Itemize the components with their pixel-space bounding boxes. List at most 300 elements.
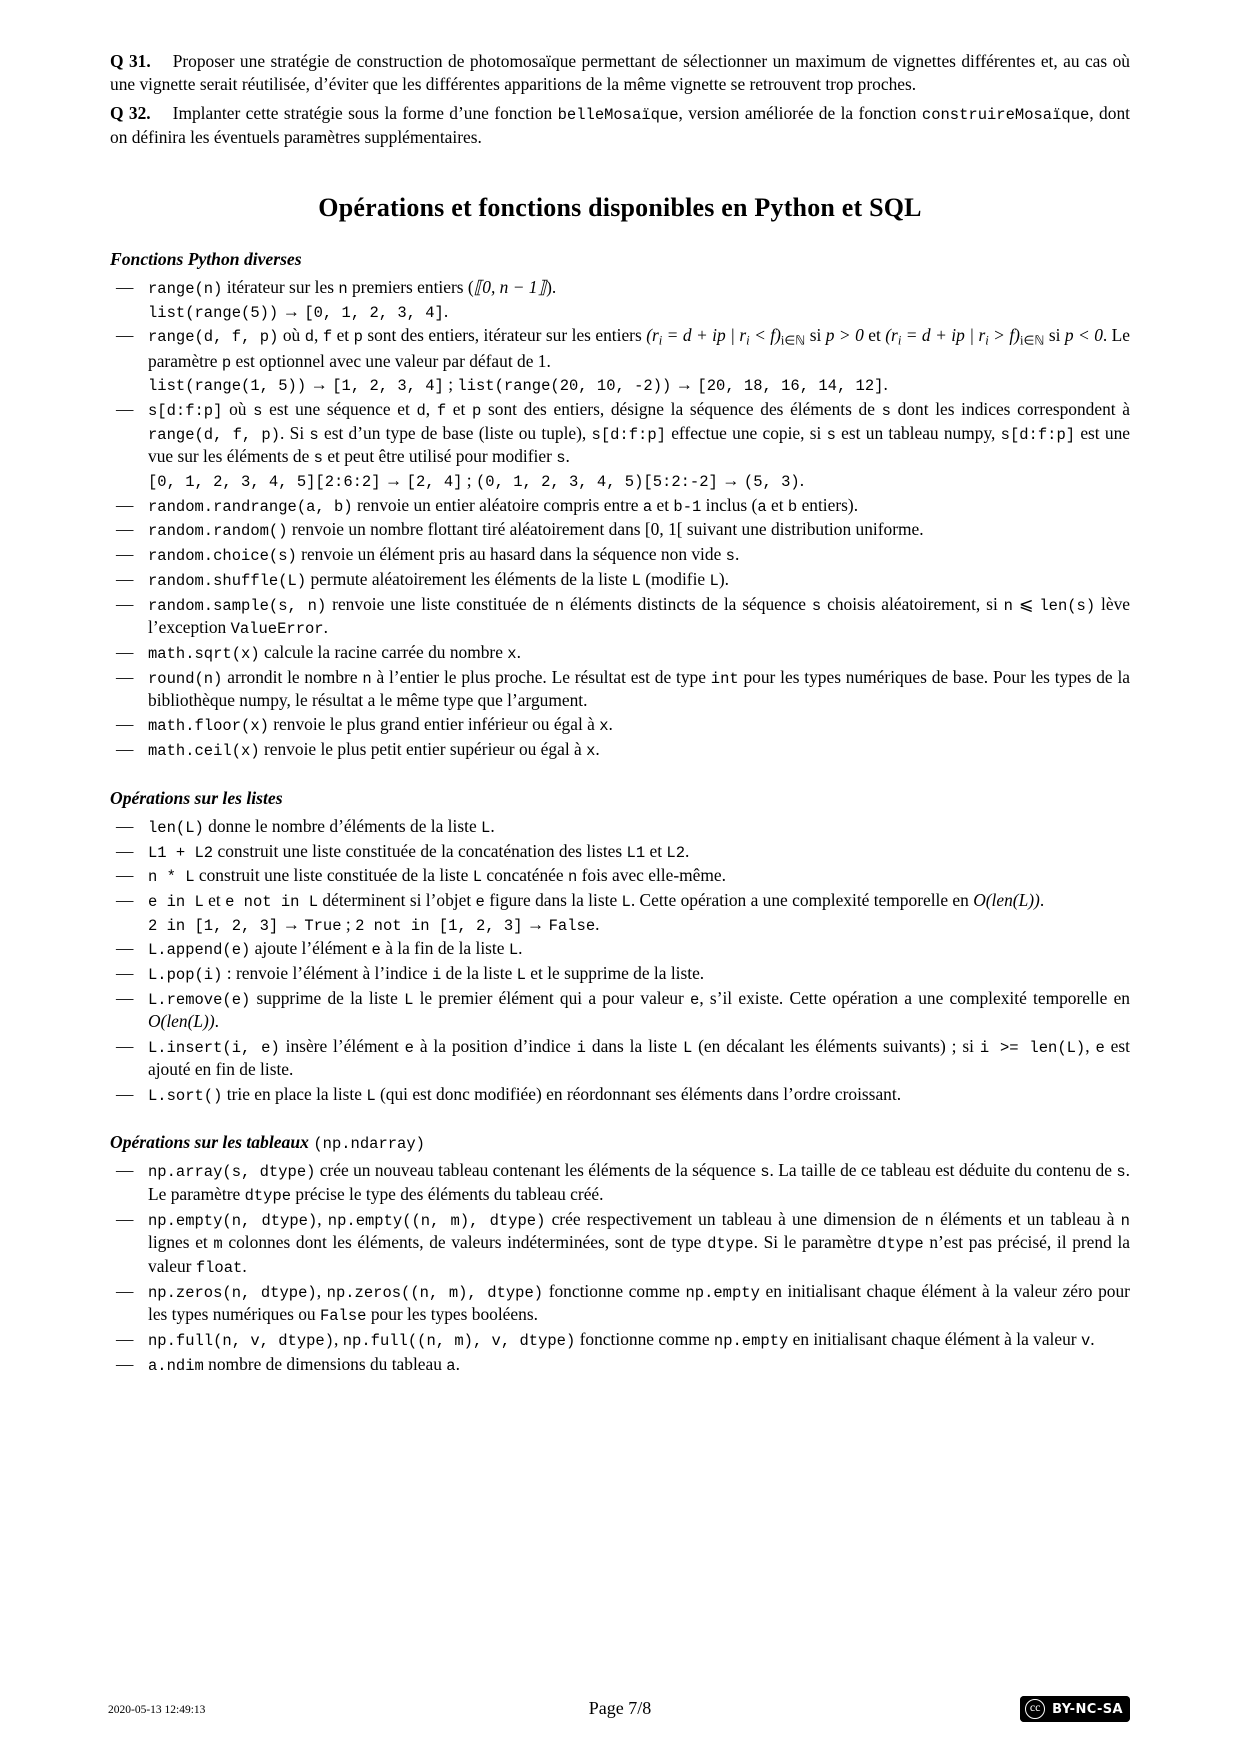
text: est une vue sur les éléments de <box>148 422 1130 467</box>
text: renvoie un nombre flottant tiré aléatoirement dans <box>287 519 645 540</box>
text: arrondit le nombre <box>222 666 363 687</box>
dash-marker: — <box>116 714 134 735</box>
arrow: → <box>306 374 333 395</box>
text: itérateur sur les <box>222 277 339 298</box>
code-inline: len(s) <box>1039 596 1096 615</box>
code-inline: b <box>787 497 798 516</box>
text: et le supprime de la liste. <box>525 962 705 983</box>
dash-marker: — <box>116 399 134 419</box>
code-example: 2 not in [1, 2, 3] <box>355 916 523 935</box>
code-floor: math.floor(x) <box>148 717 269 736</box>
subsection-array-suffix: (np.ndarray) <box>313 1135 425 1154</box>
code-inline: s <box>725 547 735 566</box>
code-inline: n <box>554 596 565 615</box>
code-result: (5, 3) <box>743 473 800 492</box>
list-item-remove <box>110 987 1130 1034</box>
code-len: len(L) <box>148 818 204 837</box>
text: . <box>1090 1329 1095 1350</box>
arrow: → <box>671 374 698 395</box>
text: choisis aléatoirement, si <box>821 593 1004 614</box>
example-line <box>148 300 1130 324</box>
code-sample: random.sample(s, n) <box>148 596 327 615</box>
text: ). <box>546 277 557 298</box>
text: colonnes dont les éléments, de valeurs indéterminées, sont de type <box>222 1232 708 1253</box>
footer-timestamp: 2020-05-13 12:49:13 <box>108 1704 206 1716</box>
text: pour les types booléens. <box>366 1304 538 1325</box>
cc-icon <box>1020 1696 1050 1722</box>
code-append: L.append(e) <box>148 941 251 960</box>
code-inline: L <box>404 990 414 1009</box>
math-expression: O(len(L)) <box>148 1011 215 1032</box>
dash-marker: — <box>116 325 134 346</box>
code-inline: L <box>682 1038 693 1057</box>
text: précise le type des éléments du tableau créé. <box>291 1183 604 1204</box>
code-inline: m <box>213 1235 223 1254</box>
creative-commons-badge <box>1020 1696 1130 1722</box>
code-inline: d <box>304 328 315 347</box>
list-item-slice <box>110 398 1130 493</box>
code-inline: L <box>508 941 519 960</box>
dash-marker: — <box>116 641 134 662</box>
text: renvoie le plus grand entier inférieur ou égal à <box>268 714 600 735</box>
text: et peut être utilisé pour modifier <box>322 446 557 467</box>
question-32-text-mid: , version améliorée de la fonction <box>678 103 922 124</box>
code-np-zeros: np.zeros(n, dtype) <box>148 1283 317 1302</box>
code-inline: n <box>338 280 348 299</box>
code-result: [0, 1, 2, 3, 4] <box>304 303 444 322</box>
text: . <box>455 1353 460 1374</box>
code-inline: p <box>472 402 482 420</box>
code-choice: random.choice(s) <box>148 547 297 566</box>
code-inline: np.zeros((n, m), dtype) <box>326 1283 544 1302</box>
code-result: [1, 2, 3, 4] <box>332 377 444 396</box>
page-footer <box>0 1696 1240 1726</box>
code-example: list(range(20, 10, -2)) <box>457 377 672 396</box>
code-inline: e <box>404 1038 414 1057</box>
code-inline: f <box>436 402 447 420</box>
code-inline: x <box>507 644 517 663</box>
list-item-insert <box>110 1035 1130 1082</box>
arrow: → <box>522 913 549 934</box>
subsection-list-operations: Opérations sur les listes <box>110 787 283 808</box>
code-sqrt: math.sqrt(x) <box>148 644 260 663</box>
math-part: > f) <box>988 325 1020 346</box>
text: à la position d’indice <box>413 1035 577 1056</box>
code-np-empty: np.empty(n, dtype) <box>148 1211 318 1230</box>
text: et <box>652 494 674 515</box>
arrow: → <box>380 470 407 491</box>
math-part: = d + ip | r <box>662 325 747 346</box>
code-inline: n <box>924 1211 934 1230</box>
dash-marker: — <box>116 593 134 614</box>
text: renvoie une liste constituée de <box>326 593 555 614</box>
footer-page-number: Page 7/8 <box>588 1698 652 1718</box>
list-item-ceil <box>110 738 1130 762</box>
list-item-floor <box>110 713 1130 737</box>
text: fonctionne comme <box>575 1329 714 1350</box>
text: : renvoie l’élément à l’indice <box>222 962 432 983</box>
text: , <box>314 325 323 346</box>
code-slice: s[d:f:p] <box>148 402 223 420</box>
text: le premier élément qui a pour valeur <box>413 987 691 1008</box>
text: concaténée <box>482 865 568 886</box>
text: déterminent si l’objet <box>318 889 476 910</box>
code-inline: s <box>309 425 319 444</box>
list-item-round <box>110 666 1130 713</box>
math-sub: i <box>897 333 902 348</box>
code-inline: L <box>709 571 719 590</box>
code-inline: i <box>431 965 442 984</box>
dash-marker: — <box>116 840 134 861</box>
math-expression <box>885 325 1045 348</box>
code-inline: b-1 <box>673 497 702 516</box>
list-item-random <box>110 518 1130 542</box>
dash-marker: — <box>116 1353 134 1374</box>
code-inline: s <box>826 425 836 444</box>
list-item-sample <box>110 593 1130 640</box>
text: effectue une copie, si <box>665 422 827 443</box>
code-inline: e <box>690 990 700 1009</box>
text: . <box>1039 889 1045 910</box>
code-inline: a <box>757 497 767 516</box>
example-line <box>148 913 1130 937</box>
text: fois avec elle-même. <box>577 865 726 886</box>
text: crée un nouveau tableau contenant les éléments de la séquence <box>315 1160 761 1181</box>
text: . <box>242 1255 247 1276</box>
code-np-full: np.full(n, v, dtype) <box>148 1332 335 1351</box>
dash-marker: — <box>116 1280 134 1301</box>
text: construit une liste constituée de la liste <box>194 865 473 886</box>
text: lève l’exception <box>148 593 1131 638</box>
code-result: False <box>548 916 596 935</box>
math-expression: O(len(L)) <box>973 889 1040 910</box>
code-inline: i <box>576 1038 586 1057</box>
code-inline: np.empty <box>685 1283 760 1302</box>
text: . Le paramètre <box>148 325 1131 371</box>
code-inline: np.empty((n, m), dtype) <box>327 1211 546 1230</box>
code-inline: np.empty <box>713 1332 789 1351</box>
text: et <box>446 399 473 419</box>
text: (modifie <box>640 568 710 589</box>
text: calcule la racine carrée du nombre <box>259 641 508 662</box>
code-inline: f <box>322 328 333 347</box>
text: . <box>685 840 690 861</box>
dash-marker: — <box>116 1160 134 1181</box>
text: (en décalant les éléments suivants) ; si <box>692 1035 980 1056</box>
math-part: (r <box>885 325 898 346</box>
code-inline: s <box>881 402 891 420</box>
text: n’est pas précisé, il prend la valeur <box>148 1232 1130 1276</box>
math-expression: ⟦0, n − 1⟧ <box>473 277 547 298</box>
list-item-range-dfp <box>110 324 1130 397</box>
dash-marker: — <box>116 962 134 983</box>
code-inline: L <box>481 818 491 837</box>
dash-marker: — <box>116 666 134 687</box>
list-item-np-empty <box>110 1208 1130 1279</box>
text: , <box>1085 1035 1096 1056</box>
text: de la liste <box>441 962 517 983</box>
code-example: 2 in [1, 2, 3] <box>148 916 279 935</box>
arrow: → <box>278 300 305 321</box>
text: est optionnel avec une valeur par défaut de 1. <box>231 350 551 371</box>
text: où <box>222 399 254 419</box>
code-inline: n <box>362 669 372 688</box>
text: est un tableau numpy, <box>835 422 1001 443</box>
code-inline: n <box>567 868 578 887</box>
text: et <box>863 325 886 346</box>
text: et <box>766 494 788 515</box>
code-insert: L.insert(i, e) <box>148 1038 280 1057</box>
code-inline: e <box>1095 1038 1105 1057</box>
text: . <box>323 617 328 638</box>
code-shuffle: random.shuffle(L) <box>148 571 307 590</box>
list-item-range-n <box>110 276 1130 323</box>
text: , <box>317 1208 328 1229</box>
code-range-n: range(n) <box>148 280 223 299</box>
code-inline: dtype <box>877 1235 924 1254</box>
math-part: (r <box>646 325 659 346</box>
code-repeat: n * L <box>148 868 195 887</box>
text: , s’il existe. Cette opération a une complexité temporelle en <box>699 987 1131 1008</box>
text: entiers). <box>797 494 859 515</box>
text: insère l’élément <box>279 1035 405 1056</box>
math-part: < f) <box>749 325 781 346</box>
code-sort: L.sort() <box>148 1086 223 1105</box>
code-inline: L2 <box>666 843 685 862</box>
code-inline: s[d:f:p] <box>591 425 666 444</box>
text: . <box>443 300 449 321</box>
math-part: = d + ip | r <box>901 325 986 346</box>
code-inline: s <box>253 402 263 420</box>
text: . Cette opération a une complexité temporelle en <box>630 889 974 910</box>
code-inline: np.full((n, m), v, dtype) <box>342 1332 576 1351</box>
text: permute aléatoirement les éléments de la liste <box>306 568 632 589</box>
text: . <box>595 913 600 934</box>
dash-marker: — <box>116 739 134 760</box>
text: , <box>316 1280 327 1301</box>
dash-marker: — <box>116 277 134 298</box>
code-ndim: a.ndim <box>148 1356 204 1375</box>
list-item-np-full <box>110 1328 1130 1352</box>
list-item-pop <box>110 962 1130 986</box>
separator: ; <box>443 374 458 395</box>
code-inline: i >= len(L) <box>979 1038 1086 1057</box>
code-inline: s[d:f:p] <box>1000 425 1076 444</box>
code-inline: s <box>811 596 822 615</box>
list-item-sort <box>110 1083 1130 1107</box>
list-item-ndim <box>110 1353 1130 1377</box>
cc-circle-icon: cc <box>1025 1699 1045 1719</box>
example-line <box>148 469 1130 493</box>
question-31 <box>110 50 1130 96</box>
question-32-label: Q 32. <box>110 103 151 124</box>
dash-marker: — <box>116 889 134 910</box>
code-inline: L <box>631 571 641 590</box>
python-functions-list <box>110 276 1130 762</box>
code-inline: a <box>446 1356 456 1375</box>
dash-marker: — <box>116 815 134 836</box>
code-result: [20, 18, 16, 14, 12] <box>697 377 884 396</box>
dash-marker: — <box>116 938 134 959</box>
code-inline: s <box>556 449 566 468</box>
code-inline: dtype <box>244 1186 292 1205</box>
code-inline: n <box>1120 1211 1130 1230</box>
page-title: Opérations et fonctions disponibles en Python et SQL <box>318 193 922 223</box>
text: . Le paramètre <box>148 1160 1130 1204</box>
text: (qui est donc modifiée) en réordonnant ses éléments dans l’ordre croissant. <box>375 1083 902 1104</box>
example-line <box>148 373 1130 397</box>
text: . <box>799 470 805 491</box>
code-in: e in L <box>148 892 204 911</box>
code-result: True <box>304 916 342 935</box>
list-item-in <box>110 889 1130 936</box>
dash-marker: — <box>116 1083 134 1104</box>
code-inline: s <box>1116 1163 1126 1182</box>
code-example: list(range(1, 5)) <box>148 377 307 396</box>
code-inline: L <box>472 868 483 887</box>
code-concat: L1 + L2 <box>148 843 214 862</box>
dash-marker: — <box>116 494 134 515</box>
code-example: list(range(5)) <box>148 303 279 322</box>
code-inline: s <box>313 449 323 468</box>
text: pour les types numériques de base. Pour les types de la bibliothèque numpy, le résultat a le même type que l’argument. <box>148 666 1130 711</box>
array-operations-list <box>110 1159 1130 1376</box>
text: renvoie un entier aléatoire compris entre <box>352 494 643 515</box>
math-sub: i <box>985 333 989 348</box>
list-item-concat <box>110 840 1130 864</box>
text: . <box>734 544 740 565</box>
text: premiers entiers ( <box>347 277 474 298</box>
code-pop: L.pop(i) <box>148 965 223 984</box>
text: . <box>214 1011 220 1032</box>
text: où <box>278 325 305 346</box>
list-item-len <box>110 815 1130 839</box>
text: ⩽ <box>1012 593 1040 614</box>
question-32-code-2: construireMosaïque <box>921 106 1090 125</box>
text: figure dans la liste <box>484 889 622 910</box>
code-inline: L <box>621 892 631 911</box>
list-item-choice <box>110 543 1130 567</box>
text: . <box>595 739 600 760</box>
text: si <box>1044 325 1065 346</box>
text: . Si <box>280 422 310 443</box>
text: crée respectivement un tableau à une dimension de <box>545 1208 925 1229</box>
separator: ; <box>341 913 356 934</box>
code-inline: p <box>221 353 232 372</box>
code-inline: L <box>516 965 526 984</box>
code-inline: x <box>599 717 609 736</box>
text: sont des entiers, itérateur sur les entiers <box>362 325 647 346</box>
subsection-array-operations <box>110 1132 1130 1153</box>
code-range-dfp: range(d, f, p) <box>148 328 279 347</box>
math-sub: i∈ℕ <box>1019 333 1045 348</box>
text: dans la liste <box>585 1035 683 1056</box>
dash-marker: — <box>116 519 134 540</box>
text: est ajouté en fin de liste. <box>148 1035 1130 1080</box>
dash-marker: — <box>116 1208 134 1229</box>
text: construit une liste constituée de la concaténation des listes <box>213 840 627 861</box>
question-32-code-1: belleMosaïque <box>557 106 679 125</box>
question-32-text-before: Implanter cette stratégie sous la forme d’une fonction <box>172 103 558 124</box>
dash-marker: — <box>116 865 134 886</box>
dash-marker: — <box>116 987 134 1008</box>
list-item-repeat <box>110 864 1130 888</box>
text: éléments distincts de la séquence <box>564 593 812 614</box>
question-32-text-after: , dont on définira les éventuels paramètres supplémentaires. <box>110 103 1130 147</box>
question-31-text: Proposer une stratégie de construction de photomosaïque permettant de sélectionner un maximum de vignettes différentes et, au cas où une vignette serait réutilisée, d’éviter que les différentes apparitions de la même vignette se retrouvent trop proches. <box>110 51 1130 95</box>
code-np-array: np.array(s, dtype) <box>148 1163 316 1182</box>
subsection-python-functions: Fonctions Python diverses <box>110 249 302 270</box>
list-item-randrange <box>110 494 1130 518</box>
code-inline: ValueError <box>230 620 324 639</box>
text: est une séquence et <box>262 399 417 419</box>
text: dont les indices correspondent à <box>890 399 1130 419</box>
code-inline: e <box>371 941 381 960</box>
code-inline: x <box>586 742 596 761</box>
text: ). <box>718 568 729 589</box>
list-operations-list <box>110 815 1130 1106</box>
code-ceil: math.ceil(x) <box>148 742 260 761</box>
text: éléments et un tableau à <box>933 1208 1121 1229</box>
code-inline: e not in L <box>225 892 319 911</box>
code-inline: p <box>353 328 363 347</box>
list-item-np-array <box>110 1159 1130 1206</box>
text: suivant une distribution uniforme. <box>682 519 924 540</box>
text: renvoie un élément pris au hasard dans la séquence non vide <box>296 544 726 565</box>
code-inline: v <box>1080 1332 1091 1351</box>
list-item-sqrt <box>110 641 1130 665</box>
code-inline: s <box>760 1163 770 1182</box>
text: . <box>565 446 570 467</box>
code-inline: e <box>475 892 485 911</box>
code-inline: dtype <box>707 1235 754 1254</box>
code-round: round(n) <box>148 669 223 688</box>
arrow: → <box>278 913 305 934</box>
math-expression: p > 0 <box>825 325 864 346</box>
text: , <box>334 1329 343 1350</box>
text: ajoute l’élément <box>250 938 372 959</box>
subsection-array-title: Opérations sur les tableaux <box>110 1132 309 1153</box>
math-sub: i <box>746 333 750 348</box>
text: si <box>805 325 826 346</box>
text: nombre de dimensions du tableau <box>203 1353 447 1374</box>
math-expression: [0, 1[ <box>644 519 683 540</box>
math-sub: i <box>658 333 663 348</box>
code-inline: n <box>1003 596 1013 615</box>
dash-marker: — <box>116 1035 134 1056</box>
code-inline: False <box>319 1307 367 1326</box>
code-inline: range(d, f, p) <box>148 425 281 444</box>
text: est d’un type de base (liste ou tuple), <box>318 422 592 443</box>
text: à la fin de la liste <box>380 938 509 959</box>
code-remove: L.remove(e) <box>148 990 251 1009</box>
text: . <box>518 938 523 959</box>
arrow: → <box>717 470 744 491</box>
list-item-np-zeros <box>110 1280 1130 1327</box>
text: en initialisant chaque élément à la valeur <box>788 1329 1081 1350</box>
code-example: (0, 1, 2, 3, 4, 5)[5:2:-2] <box>475 473 718 492</box>
text: lignes et <box>148 1232 214 1253</box>
text: inclus ( <box>701 494 758 515</box>
code-result: [2, 4] <box>406 473 463 492</box>
text: fonctionne comme <box>543 1280 686 1301</box>
dash-marker: — <box>116 544 134 565</box>
math-expression <box>646 325 806 348</box>
text: . <box>516 641 521 662</box>
text: donne le nombre d’éléments de la liste <box>203 815 482 836</box>
code-random: random.random() <box>148 522 288 541</box>
list-item-append <box>110 937 1130 961</box>
